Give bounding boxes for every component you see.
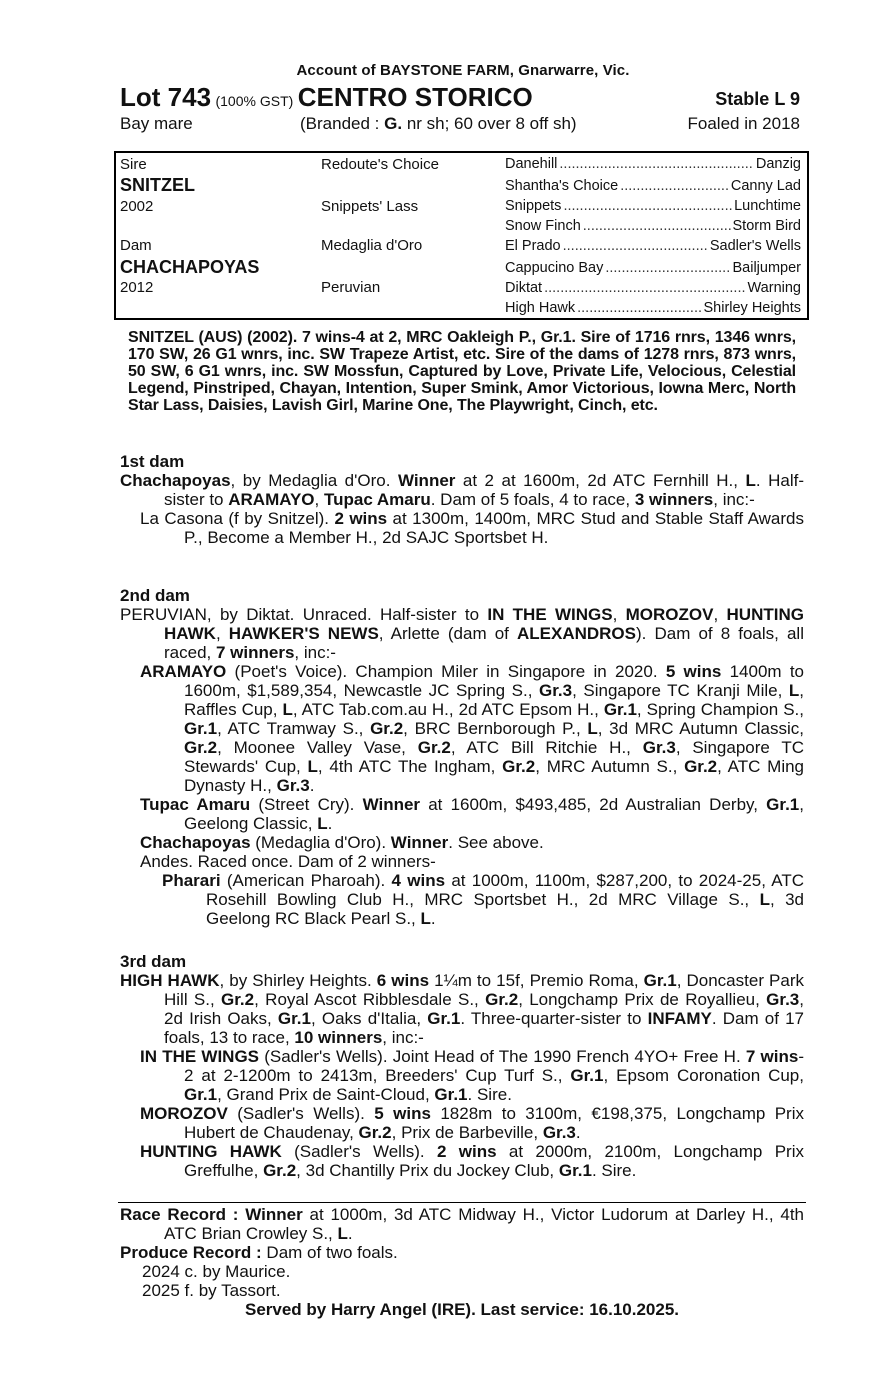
gen3-left: Danehill xyxy=(505,156,558,172)
description-line xyxy=(120,112,806,138)
records-section xyxy=(120,1205,804,1319)
pedigree-gen3-row xyxy=(505,156,801,172)
brand-suffix: nr sh; 60 over 8 off sh) xyxy=(406,114,577,133)
catalogue-page xyxy=(120,62,806,138)
sire-sire: Redoute's Choice xyxy=(321,156,439,173)
first-dam-para: Chachapoyas, by Medaglia d'Oro. Winner at 2 at 1600m, 2d ATC Fernhill H., L. Half-sister to ARAMAYO, Tupac Amaru. Dam of 5 foals, 4 to race, 3 winners, inc:- xyxy=(120,471,804,509)
second-dam-para: PERUVIAN, by Diktat. Unraced. Half-sister to IN THE WINGS, MOROZOV, HUNTING HAWK, HAWKER'S NEWS, Arlette (dam of ALEXANDROS). Dam of 8 foals, all raced, 7 winners, inc:- xyxy=(120,605,804,662)
gen3-left: Cappucino Bay xyxy=(505,260,604,276)
gen3-right: Canny Lad xyxy=(730,178,801,194)
gen3-left: El Prado xyxy=(505,238,561,254)
progeny-hunting-hawk: HUNTING HAWK (Sadler's Wells). 2 wins at 2000m, 2100m, Longchamp Prix Greffulhe, Gr.2, 3d Chantilly Prix du Jockey Club, Gr.1. Sire. xyxy=(140,1142,804,1180)
progeny-tupac-amaru: Tupac Amaru (Street Cry). Winner at 1600m, $493,485, 2d Australian Derby, Gr.1, Geelong Classic, L. xyxy=(140,795,804,833)
second-dam-section xyxy=(120,586,804,928)
second-dam-heading: 2nd dam xyxy=(120,586,190,605)
progeny-la-casona: La Casona (f by Snitzel). 2 wins at 1300m, 1400m, MRC Stud and Stable Staff Awards P., Become a Member H., 2d SAJC Sportsbet H. xyxy=(140,509,804,547)
pedigree-gen3-row xyxy=(505,218,801,234)
dam-year: 2012 xyxy=(120,279,154,296)
produce-foal-2024: 2024 c. by Maurice. xyxy=(142,1262,291,1281)
produce-foal-2025: 2025 f. by Tassort. xyxy=(142,1281,281,1300)
pedigree-gen3-row xyxy=(505,238,801,254)
gen3-left: Snow Finch xyxy=(505,218,581,234)
gen3-right: Danzig xyxy=(755,156,801,172)
dam-sire: Medaglia d'Oro xyxy=(321,237,423,254)
served-by: Served by Harry Angel (IRE). Last service: 16.10.2025. xyxy=(244,1300,680,1319)
gen3-right: Storm Bird xyxy=(732,218,801,234)
gen3-left: Snippets xyxy=(505,198,562,214)
gen3-left: Shantha's Choice xyxy=(505,178,619,194)
brand-mark: G. xyxy=(384,114,403,133)
brand-prefix: (Branded : xyxy=(300,114,380,133)
lot-line xyxy=(120,82,806,112)
gen3-right: Warning xyxy=(747,280,801,296)
brand-info xyxy=(300,114,577,134)
progeny-aramayo: ARAMAYO (Poet's Voice). Champion Miler in Singapore in 2020. 5 wins 1400m to 1600m, $1,589,354, Newcastle JC Spring S., Gr.3, Singapore TC Kranji Mile, L, Raffles Cup, L, ATC Tab.com.au H., 2d ATC Epsom H., Gr.1, Spring Champion S., Gr.1, ATC Tramway S., Gr.2, BRC Bernborough P., L, 3d MRC Autumn Classic, Gr.2, Moonee Valley Vase, Gr.2, ATC Bill Ritchie H., Gr.3, Singapore TC Stewards' Cup, L, 4th ATC The Ingham, Gr.2, MRC Autumn S., Gr.2, ATC Ming Dynasty H., Gr.3. xyxy=(140,662,805,795)
foaled-year: Foaled in 2018 xyxy=(687,114,800,133)
sex-colour: Bay mare xyxy=(120,114,193,133)
horse-name: CENTRO STORICO xyxy=(297,82,533,112)
sire-year: 2002 xyxy=(120,198,154,215)
pedigree-gen3-row xyxy=(505,300,801,316)
third-dam-heading: 3rd dam xyxy=(120,952,187,971)
sire-name: SNITZEL xyxy=(120,175,195,195)
sire-dam: Snippets' Lass xyxy=(321,198,419,215)
dam-dam: Peruvian xyxy=(321,279,381,296)
progeny-pharari: Pharari (American Pharoah). 4 wins at 1000m, 1100m, $287,200, to 2024-25, ATC Rosehill Bowling Club H., MRC Sportsbet H., 2d MRC Village S., L, 3d Geelong RC Black Pearl S., L. xyxy=(162,871,804,928)
pedigree-gen3-row xyxy=(505,260,801,276)
progeny-andes: Andes. Raced once. Dam of 2 winners- xyxy=(140,852,436,871)
vendor-account: Account of BAYSTONE FARM, Gnarwarre, Vic. xyxy=(296,62,630,79)
produce-record: Produce Record : Dam of two foals. xyxy=(120,1243,398,1262)
gen3-left: High Hawk xyxy=(505,300,576,316)
first-dam-section xyxy=(120,452,804,547)
stable-number: Stable L 9 xyxy=(715,89,800,109)
progeny-chachapoyas: Chachapoyas (Medaglia d'Oro). Winner. See above. xyxy=(140,833,544,852)
gst-note: (100% GST) xyxy=(215,93,294,109)
gen3-right: Bailjumper xyxy=(732,260,801,276)
first-dam-heading: 1st dam xyxy=(120,452,185,471)
dam-name: CHACHAPOYAS xyxy=(120,257,260,277)
gen3-right: Sadler's Wells xyxy=(709,238,801,254)
third-dam-section xyxy=(120,952,804,1180)
pedigree-gen3-row xyxy=(505,178,801,194)
gen3-right: Shirley Heights xyxy=(703,300,801,316)
pedigree-gen3-row xyxy=(505,198,801,214)
lot-number: Lot 743 xyxy=(120,82,212,112)
divider-line xyxy=(118,1202,806,1203)
sire-summary: SNITZEL (AUS) (2002). 7 wins-4 at 2, MRC Oakleigh P., Gr.1. Sire of 1716 rnrs, 1346 wnrs, 170 SW, 26 G1 wnrs, inc. SW Trapeze Artist, etc. Sire of the dams of 1278 rnrs, 873 wnrs, 50 SW, 6 G1 wnrs, inc. SW Mossfun, Captured by Love, Private Life, Velocious, Celestial Legend, Pinstriped, Chayan, Intention, Super Smink, Amor Victorious, Iowna Merc, North Star Lass, Daisies, Lavish Girl, Marine One, The Playwright, Cinch, etc. xyxy=(128,329,796,414)
pedigree-gen3-row xyxy=(505,280,801,296)
sire-label: Sire xyxy=(120,156,147,173)
dam-label: Dam xyxy=(120,237,152,254)
progeny-in-the-wings: IN THE WINGS (Sadler's Wells). Joint Head of The 1990 French 4YO+ Free H. 7 wins-2 at 2-1200m to 2413m, Breeders' Cup Turf S., Gr.1, Epsom Coronation Cup, Gr.1, Grand Prix de Saint-Cloud, Gr.1. Sire. xyxy=(140,1047,804,1104)
gen3-left: Diktat xyxy=(505,280,543,296)
pedigree-table xyxy=(114,151,809,320)
third-dam-para: HIGH HAWK, by Shirley Heights. 6 wins 1¼m to 15f, Premio Roma, Gr.1, Doncaster Park Hill S., Gr.2, Royal Ascot Ribblesdale S., Gr.2, Longchamp Prix de Royallieu, Gr.3, 2d Irish Oaks, Gr.1, Oaks d'Italia, Gr.1. Three-quarter-sister to INFAMY. Dam of 17 foals, 13 to race, 10 winners, inc:- xyxy=(120,971,805,1047)
progeny-morozov: MOROZOV (Sadler's Wells). 5 wins 1828m to 3100m, €198,375, Longchamp Prix Hubert de Chaudenay, Gr.2, Prix de Barbeville, Gr.3. xyxy=(140,1104,804,1142)
race-record: Race Record : Winner at 1000m, 3d ATC Midway H., Victor Ludorum at Darley H., 4th ATC Brian Crowley S., L. xyxy=(120,1205,805,1243)
gen3-right: Lunchtime xyxy=(734,198,801,214)
